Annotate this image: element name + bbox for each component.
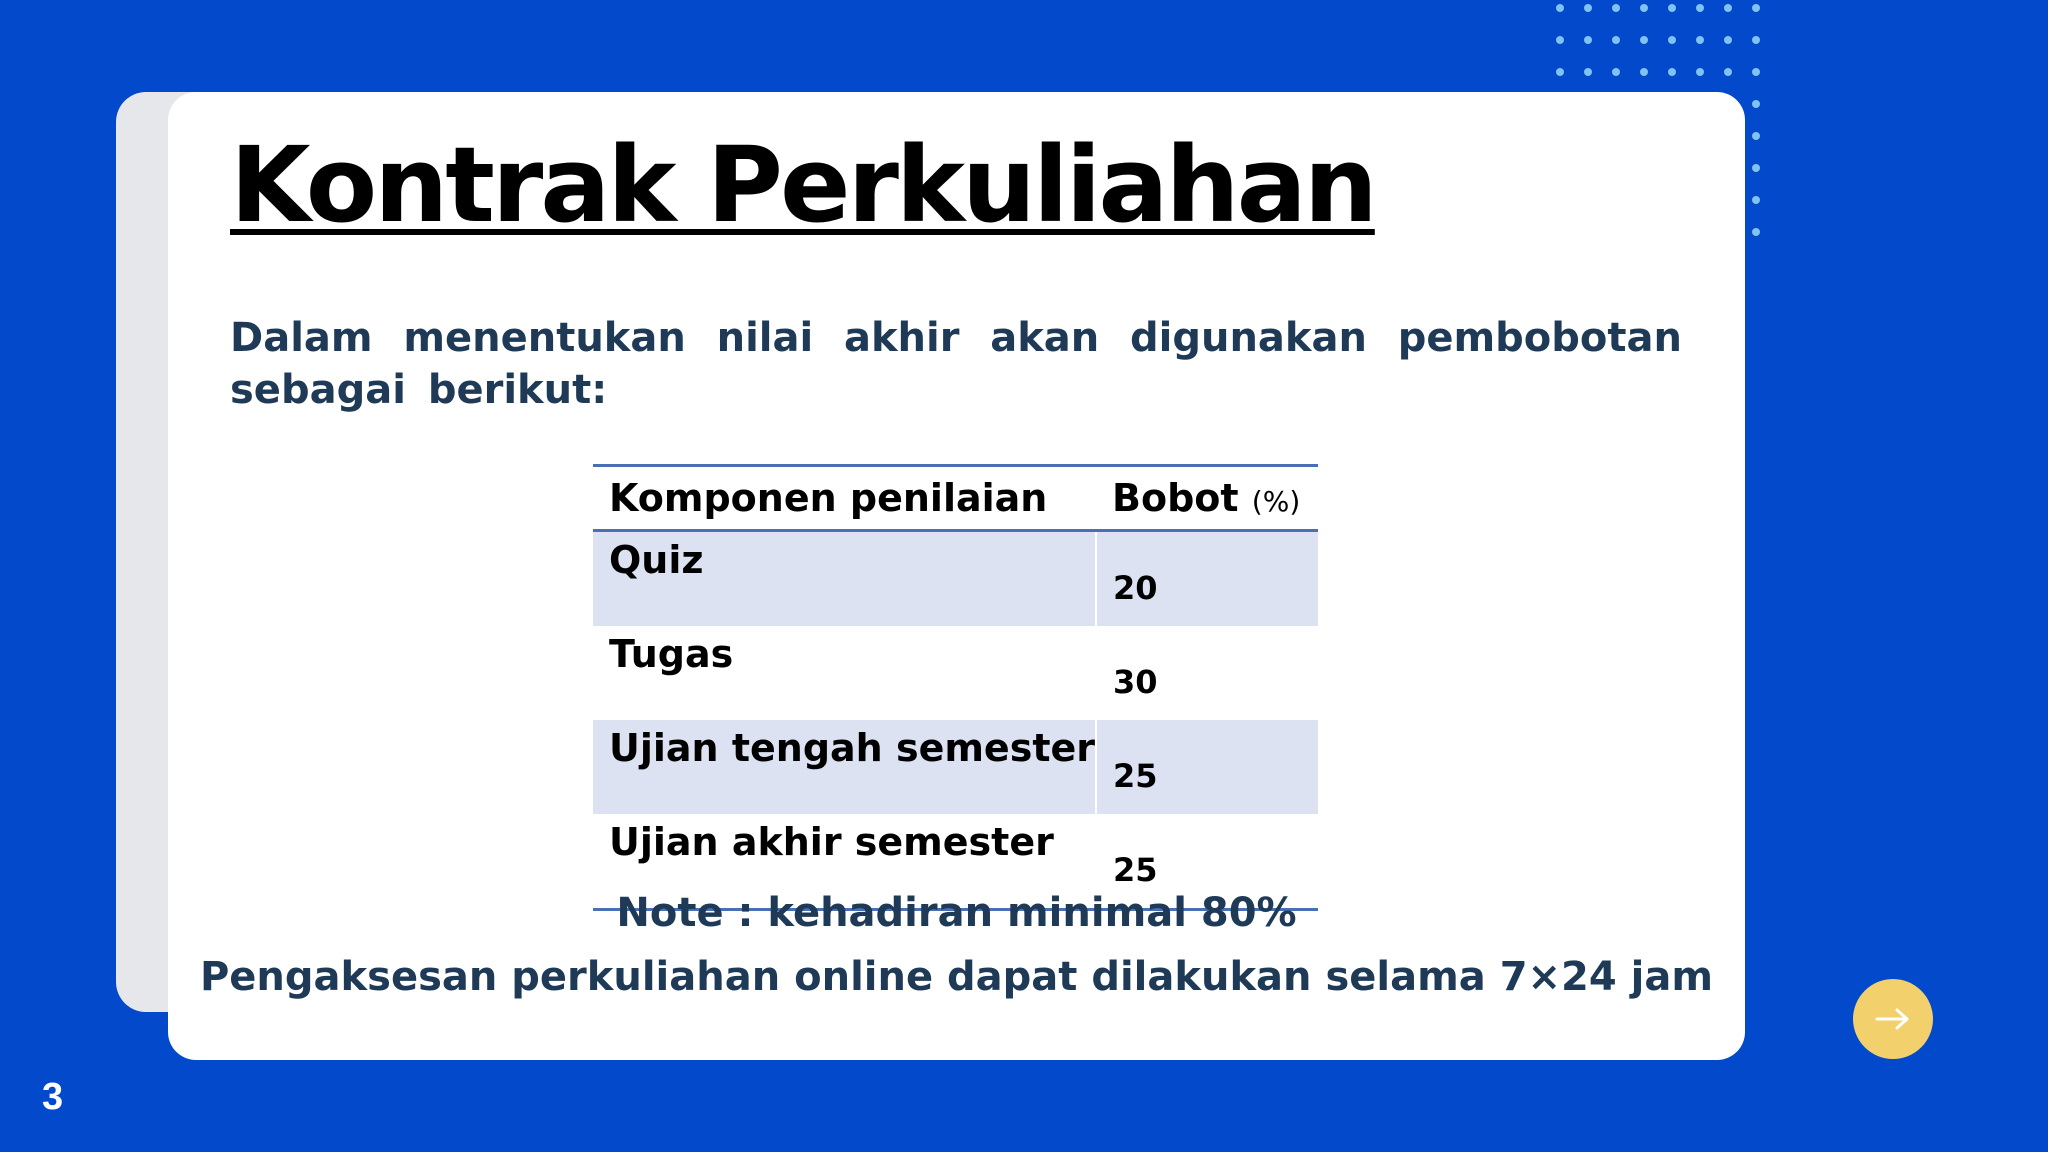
weight-cell: 20 [1096,531,1318,627]
decorative-dot [1724,4,1732,12]
decorative-dot [1752,100,1760,108]
table-row [593,626,1318,720]
component-cell: Ujian tengah semester [593,720,1096,814]
table-row [593,531,1318,627]
decorative-dot [1696,4,1704,12]
slide-title: Kontrak Perkuliahan [230,124,1375,246]
arrow-right-icon [1875,1008,1911,1030]
grading-table [593,464,1318,911]
decorative-dot [1752,196,1760,204]
decorative-dot [1696,68,1704,76]
intro-text: Dalam menentukan nilai akhir akan digunakan pembobotan sebagai berikut: [230,315,1682,413]
next-slide-button[interactable] [1853,979,1933,1059]
decorative-dot [1640,36,1648,44]
weight-cell: 25 [1096,720,1318,814]
decorative-dot [1752,68,1760,76]
decorative-dot [1612,36,1620,44]
header-weight-label: Bobot [1112,476,1239,520]
page-number: 3 [42,1076,64,1118]
decorative-dot [1724,68,1732,76]
decorative-dot [1640,4,1648,12]
decorative-dot [1584,36,1592,44]
decorative-dot [1752,164,1760,172]
decorative-dot [1584,68,1592,76]
decorative-dot [1556,68,1564,76]
decorative-dot [1696,36,1704,44]
weight-cell: 30 [1113,663,1158,701]
decorative-dot [1640,68,1648,76]
header-weight [1096,466,1318,531]
attendance-note: Note : kehadiran minimal 80% [616,890,1297,936]
decorative-dot [1752,36,1760,44]
decorative-dot [1752,228,1760,236]
decorative-dot [1724,36,1732,44]
table-header-row [593,466,1318,531]
decorative-dot [1612,4,1620,12]
decorative-dot [1752,132,1760,140]
decorative-dot [1556,4,1564,12]
component-cell: Ujian akhir semester [593,814,1096,910]
header-component: Komponen penilaian [593,466,1096,531]
header-weight-unit: (%) [1251,485,1301,518]
table-row [593,720,1318,814]
component-cell: Quiz [593,531,1096,627]
decorative-dot [1556,36,1564,44]
decorative-dot [1668,4,1676,12]
decorative-dot [1612,68,1620,76]
decorative-dot [1668,68,1676,76]
access-note: Pengaksesan perkuliahan online dapat dilakukan selama 7×24 jam [199,954,1714,1000]
decorative-dot [1668,36,1676,44]
component-cell: Tugas [593,626,1096,720]
decorative-dot [1584,4,1592,12]
decorative-dot [1752,4,1760,12]
weight-cell: 25 [1113,851,1158,889]
